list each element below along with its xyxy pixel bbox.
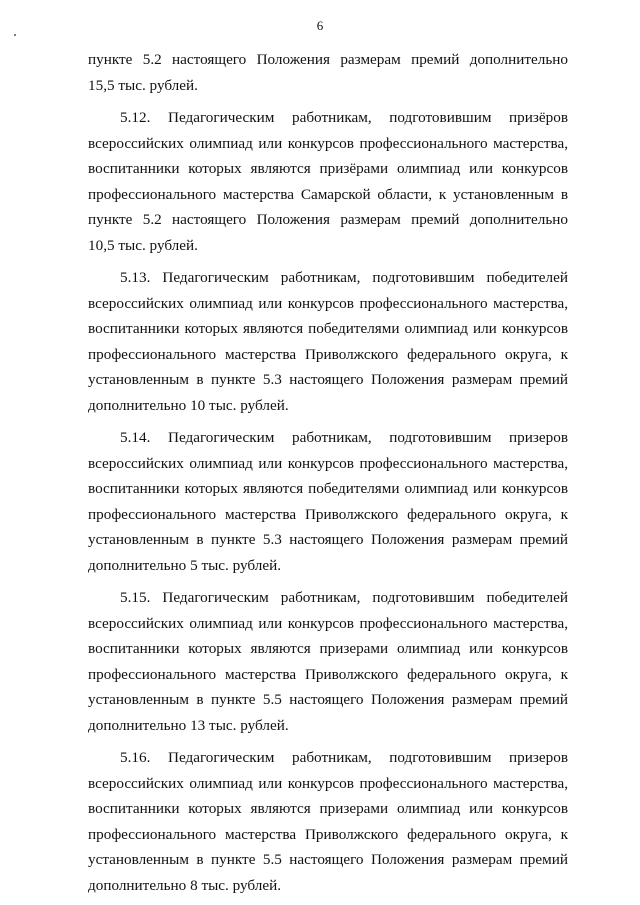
text-line: 15,5 тыс. рублей.	[88, 76, 198, 94]
text-line: 5.15. Педагогическим работникам, подготовившим победителей	[120, 589, 568, 606]
text-line: 5.12. Педагогическим работникам, подготовившим призёров	[120, 109, 568, 126]
text-line: всероссийских олимпиад или конкурсов профессионального мастерства,	[88, 614, 568, 632]
scan-speck	[14, 34, 16, 36]
text-line: 10,5 тыс. рублей.	[88, 236, 198, 254]
text-line: дополнительно 10 тыс. рублей.	[88, 396, 289, 414]
text-line: 5.16. Педагогическим работникам, подготовившим призеров	[120, 749, 568, 766]
text-line: профессионального мастерства Приволжского федерального округа, к	[88, 505, 568, 523]
document-body	[88, 47, 568, 898]
paragraph-5-15	[88, 585, 568, 738]
text-line: 5.14. Педагогическим работникам, подготовившим призеров	[120, 429, 568, 446]
text-line: воспитанники которых являются победителями олимпиад или конкурсов	[88, 320, 568, 337]
paragraph-continuation	[88, 47, 568, 98]
text-line: пункте 5.2 настоящего Положения размерам премий дополнительно	[88, 51, 568, 68]
text-line: установленным в пункте 5.5 настоящего Положения размерам премий	[88, 691, 568, 708]
text-line: пункте 5.2 настоящего Положения размерам премий дополнительно	[88, 211, 568, 228]
text-line: дополнительно 13 тыс. рублей.	[88, 716, 289, 734]
text-line: 5.13. Педагогическим работникам, подготовившим победителей	[120, 269, 568, 286]
text-line: всероссийских олимпиад или конкурсов профессионального мастерства,	[88, 454, 568, 472]
text-line: воспитанники которых являются призёрами олимпиад или конкурсов	[88, 160, 568, 177]
text-line: всероссийских олимпиад или конкурсов профессионального мастерства,	[88, 294, 568, 312]
text-line: дополнительно 5 тыс. рублей.	[88, 556, 282, 574]
text-line: профессионального мастерства Приволжского федерального округа, к	[88, 345, 568, 363]
text-line: воспитанники которых являются призерами олимпиад или конкурсов	[88, 640, 568, 657]
text-line: всероссийских олимпиад или конкурсов профессионального мастерства,	[88, 134, 568, 152]
text-line: воспитанники которых являются призерами олимпиад или конкурсов	[88, 800, 568, 817]
paragraph-5-12	[88, 105, 568, 258]
paragraph-5-16	[88, 745, 568, 898]
text-line: профессионального мастерства Приволжского федерального округа, к	[88, 665, 568, 683]
text-line: воспитанники которых являются победителями олимпиад или конкурсов	[88, 480, 568, 497]
paragraph-5-13	[88, 265, 568, 418]
paragraph-5-14	[88, 425, 568, 578]
page-number: 6	[316, 18, 324, 33]
text-line: установленным в пункте 5.3 настоящего Положения размерам премий	[88, 531, 568, 548]
text-line: дополнительно 8 тыс. рублей.	[88, 876, 282, 894]
text-line: профессионального мастерства Самарской области, к установленным в	[88, 185, 568, 203]
text-line: установленным в пункте 5.3 настоящего Положения размерам премий	[88, 371, 568, 388]
text-line: установленным в пункте 5.5 настоящего Положения размерам премий	[88, 851, 568, 868]
text-line: всероссийских олимпиад или конкурсов профессионального мастерства,	[88, 774, 568, 792]
text-line: профессионального мастерства Приволжского федерального округа, к	[88, 825, 568, 843]
